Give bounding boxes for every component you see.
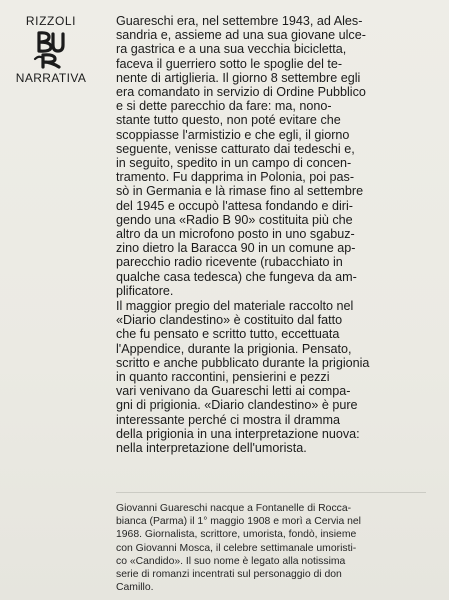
text-line: e si dette parecchio da fare: ma, nono- <box>116 99 332 114</box>
bio-line: serie di romanzi incentrati sul personaggio di don <box>116 569 342 581</box>
author-bio <box>116 502 442 594</box>
bio-line: Giovanni Guareschi nacque a Fontanelle di Rocca- <box>116 503 352 514</box>
text-line: zino dietro la Baracca 90 in un comune ap- <box>116 241 356 256</box>
text-line: che fu pensato e scritto tutto, eccettuata <box>116 327 340 342</box>
text-line: l'Appendice, durante la prigionia. Pensato, <box>116 341 352 356</box>
text-line: qualche casa tedesca) che fungeva da am- <box>116 269 357 284</box>
bur-logo <box>29 29 73 69</box>
blurb-paragraph-1 <box>116 14 442 298</box>
section-divider <box>116 492 426 493</box>
text-line: «Diario clandestino» è costituito dal fatto <box>116 313 343 328</box>
publisher-column <box>10 12 92 85</box>
text-line: ra gastrica e a una sua vecchia bicicletta, <box>116 42 347 57</box>
text-line: seguente, venisse catturato dai tedeschi e, <box>116 141 355 156</box>
text-line: in seguito, spedito in un campo di concen- <box>116 156 352 171</box>
text-line: della prigionia in una interpretazione nuova: <box>116 426 360 441</box>
text-line: gendo una «Radio B 90» costituita più che <box>116 212 353 227</box>
bio-line: bianca (Parma) il 1° maggio 1908 e morì a Cervia nel <box>116 516 361 528</box>
text-line: altro da un microfono posto in uno sgabuz- <box>116 227 355 242</box>
text-line: interessante perché ci mostra il dramma <box>116 412 340 427</box>
blurb-text <box>116 14 442 455</box>
text-line: scoppiasse l'armistizio e che egli, il giorno <box>116 127 350 142</box>
text-line: gni di prigionia. «Diario clandestino» è pure <box>116 398 358 413</box>
text-line: nente di artiglieria. Il giorno 8 settembre egli <box>116 70 361 85</box>
text-line: Il maggior pregio del materiale raccolto nel <box>116 299 354 314</box>
bio-line: 1968. Giornalista, scrittore, umorista, fondò, insieme <box>116 529 357 541</box>
text-line: sò in Germania e là rimase fino al settembre <box>116 184 364 199</box>
text-line: parecchio radio ricevente (rubacchiato in <box>116 255 343 270</box>
blurb-paragraph-2 <box>116 299 442 455</box>
text-line: vari venivano da Guareschi letti ai compa- <box>116 384 351 399</box>
bio-line: co «Candido». Il suo nome è legato alla notissima <box>116 555 346 567</box>
text-line: del 1945 e occupò l'attesa fondando e diri- <box>116 198 353 213</box>
bio-line: Camillo. <box>116 582 154 594</box>
text-line: tramento. Fu dapprima in Polonia, poi pas- <box>116 170 355 185</box>
text-line: in quanto raccontini, pensierini e pezzi <box>116 370 330 385</box>
text-line: nella interpretazione dell'umorista. <box>116 441 307 456</box>
bio-line: con Giovanni Mosca, il celebre settimanale umoristi- <box>116 542 357 554</box>
publisher-name: RIZZOLI <box>25 14 77 28</box>
series-name: NARRATIVA <box>15 71 87 85</box>
text-line: Guareschi era, nel settembre 1943, ad Ales- <box>116 14 363 28</box>
text-line: plificatore. <box>116 283 174 298</box>
text-line: sandria e, assieme ad una sua giovane ulce- <box>116 28 366 43</box>
text-line: faceva il guerriero sotto le spoglie del te- <box>116 56 343 71</box>
text-line: scritto e anche pubblicato durante la prigionia <box>116 355 370 370</box>
text-line: stante tutto questo, non poté evitare che <box>116 113 341 128</box>
text-line: era comandato in servizio di Ordine Pubblico <box>116 85 366 100</box>
